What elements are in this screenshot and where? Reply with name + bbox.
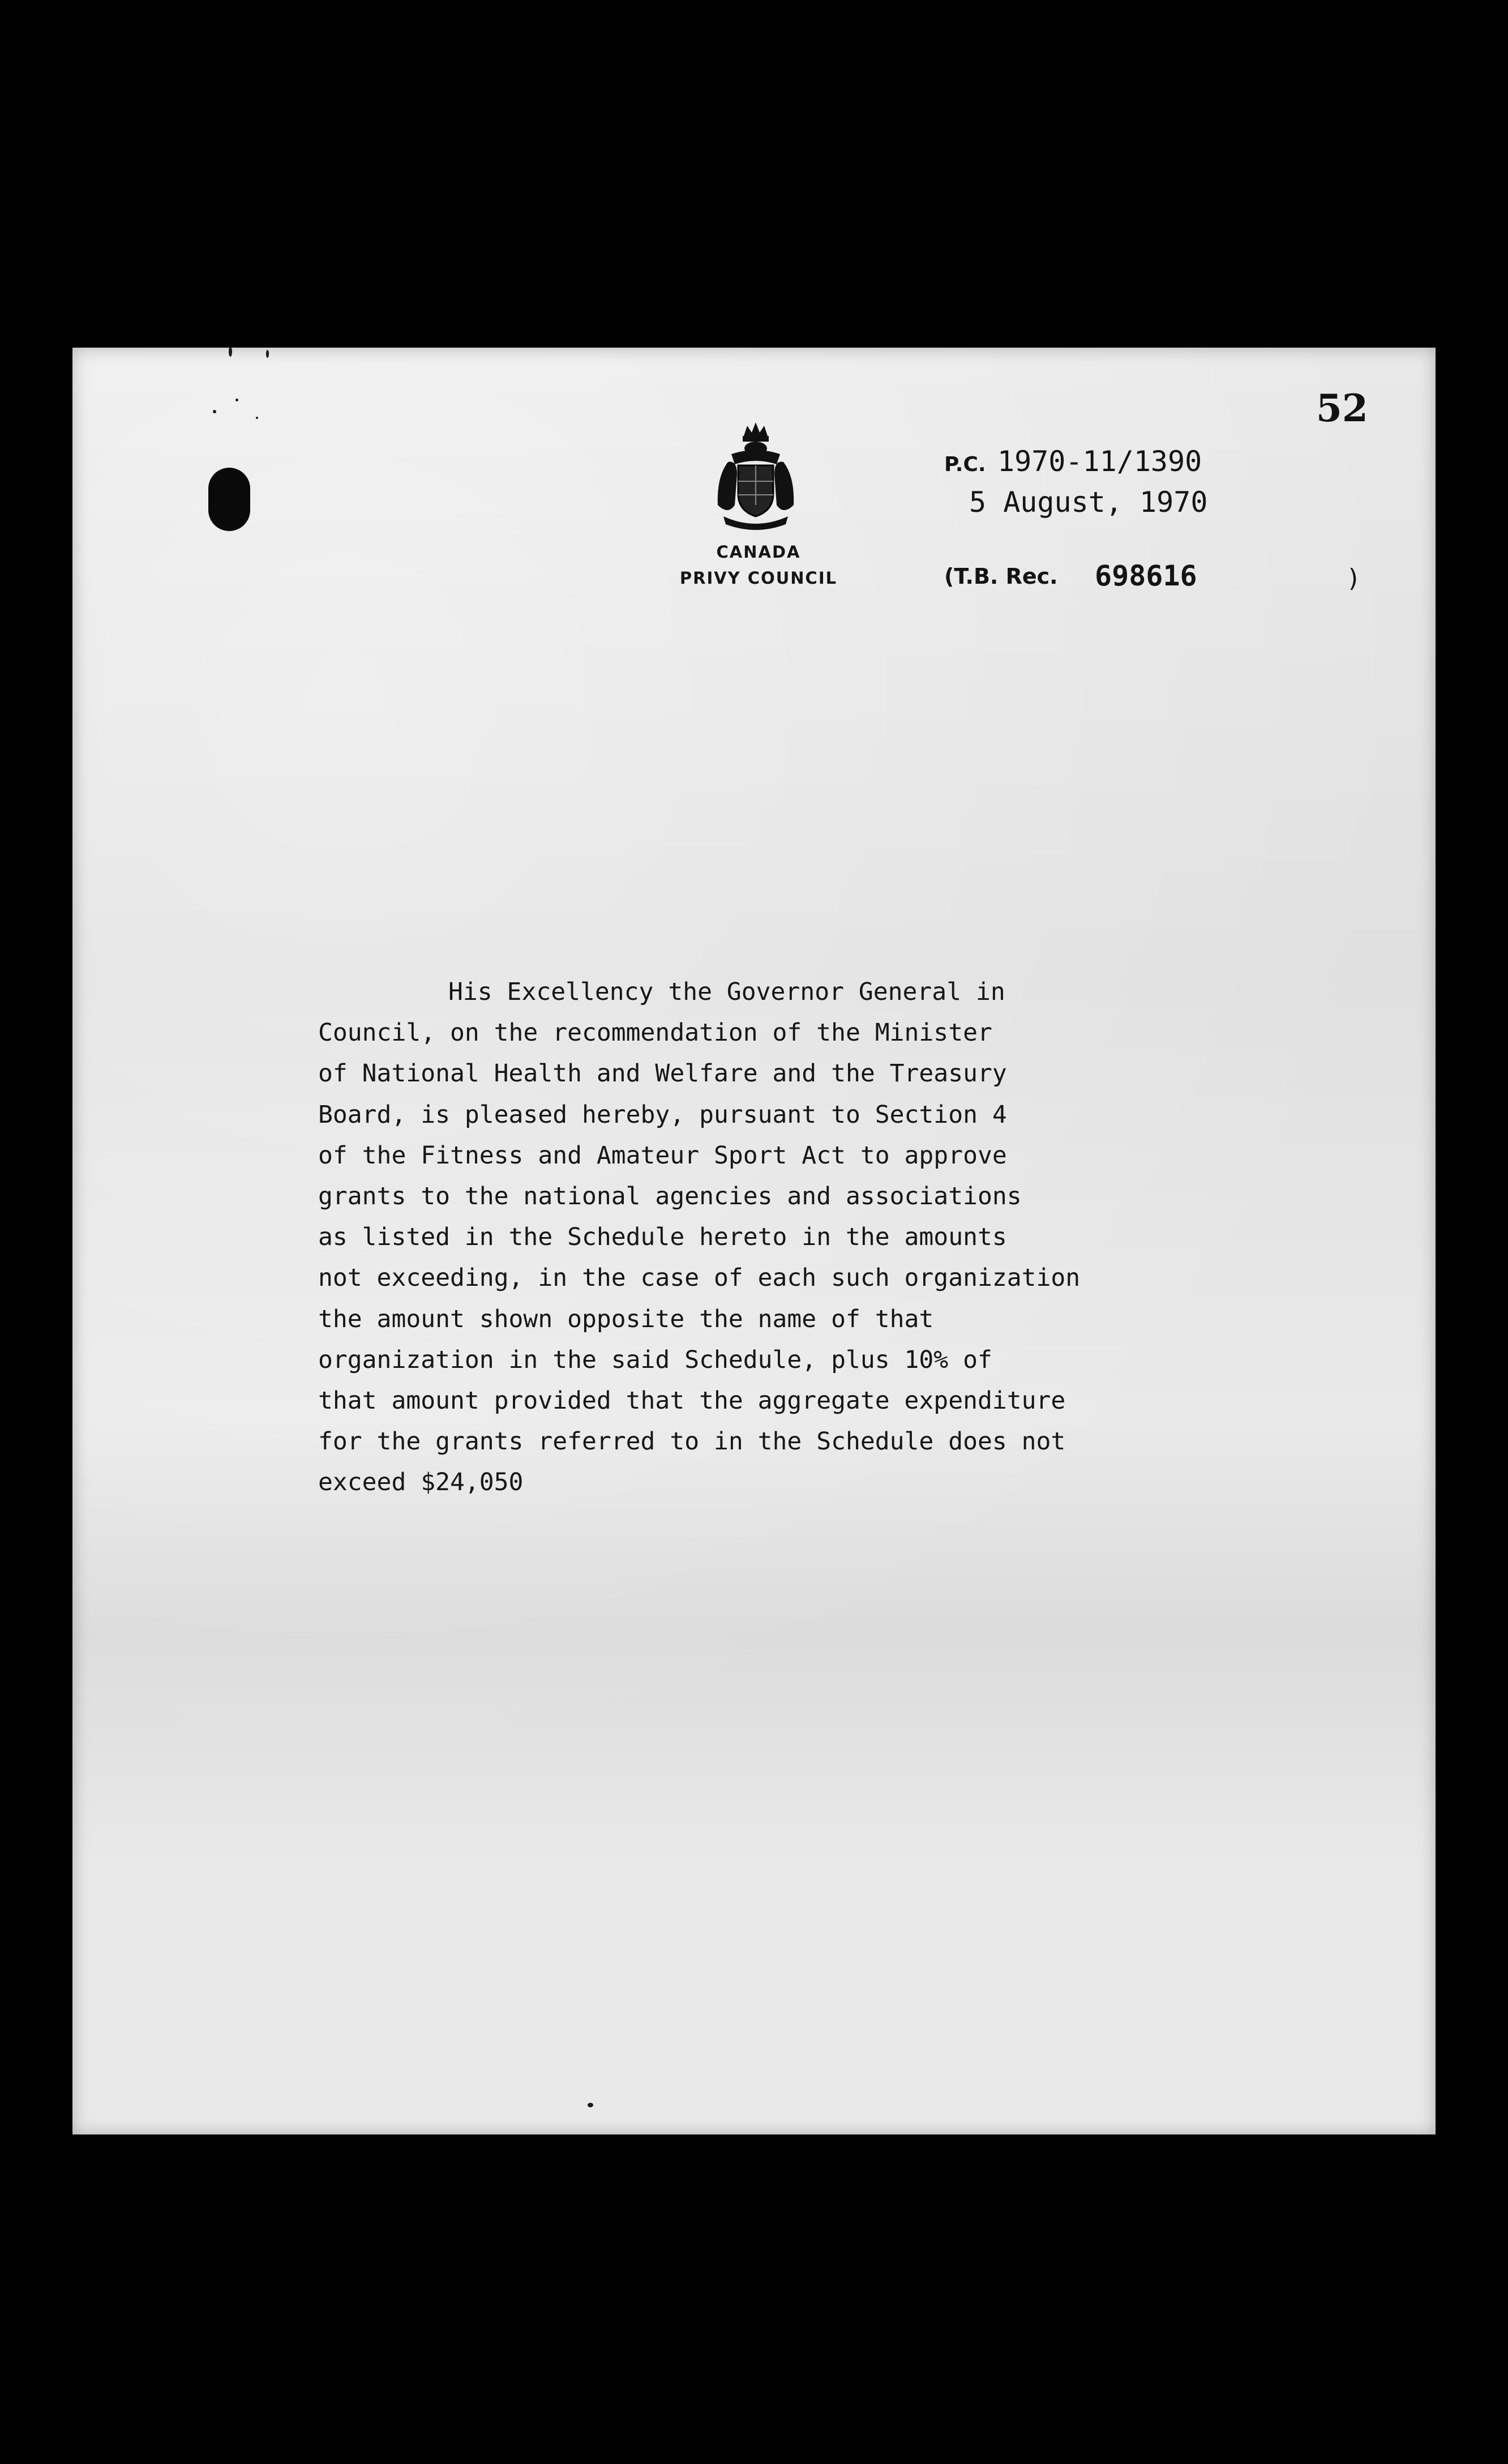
body-line: not exceeding, in the case of each such organization xyxy=(318,1264,1081,1293)
tb-rec-number: 698616 xyxy=(1095,559,1197,592)
body-line: that amount provided that the aggregate expenditure xyxy=(318,1387,1066,1415)
hole-punch-mark xyxy=(208,468,250,531)
scan-speck xyxy=(213,410,216,413)
pc-number: 1970-11/1390 xyxy=(997,445,1202,478)
tb-rec-close-paren: ) xyxy=(1346,564,1361,593)
issuer-council: PRIVY COUNCIL xyxy=(679,568,838,588)
pc-prefix: P.C. xyxy=(944,453,986,476)
scan-speck xyxy=(235,399,238,401)
body-line: Council, on the recommendation of the Minister xyxy=(318,1019,992,1047)
issuer-country: CANADA xyxy=(716,542,801,562)
scan-speck xyxy=(266,350,269,358)
scan-speck xyxy=(256,417,258,419)
page-number: 52 xyxy=(1316,386,1368,430)
body-line: His Excellency the Governor General in xyxy=(448,978,1005,1006)
body-line: Board, is pleased hereby, pursuant to Section 4 xyxy=(318,1100,1007,1129)
scan-speck xyxy=(229,346,232,357)
body-line: as listed in the Schedule hereto in the amounts xyxy=(318,1223,1007,1252)
body-line: for the grants referred to in the Schedule does not xyxy=(318,1427,1066,1456)
body-line: grants to the national agencies and associations xyxy=(318,1182,1022,1211)
order-date: 5 August, 1970 xyxy=(969,486,1208,519)
canada-coat-of-arms-icon xyxy=(714,420,797,531)
body-line: of National Health and Welfare and the Treasury xyxy=(318,1059,1007,1088)
scan-speck xyxy=(588,2103,593,2107)
order-body-text xyxy=(318,972,1190,1503)
body-line: exceed $24,050 xyxy=(318,1468,524,1497)
body-line: organization in the said Schedule, plus 10% of xyxy=(318,1345,992,1374)
tb-rec-prefix: (T.B. Rec. xyxy=(944,564,1058,589)
body-line: the amount shown opposite the name of that xyxy=(318,1304,934,1333)
body-line: of the Fitness and Amateur Sport Act to approve xyxy=(318,1141,1007,1170)
